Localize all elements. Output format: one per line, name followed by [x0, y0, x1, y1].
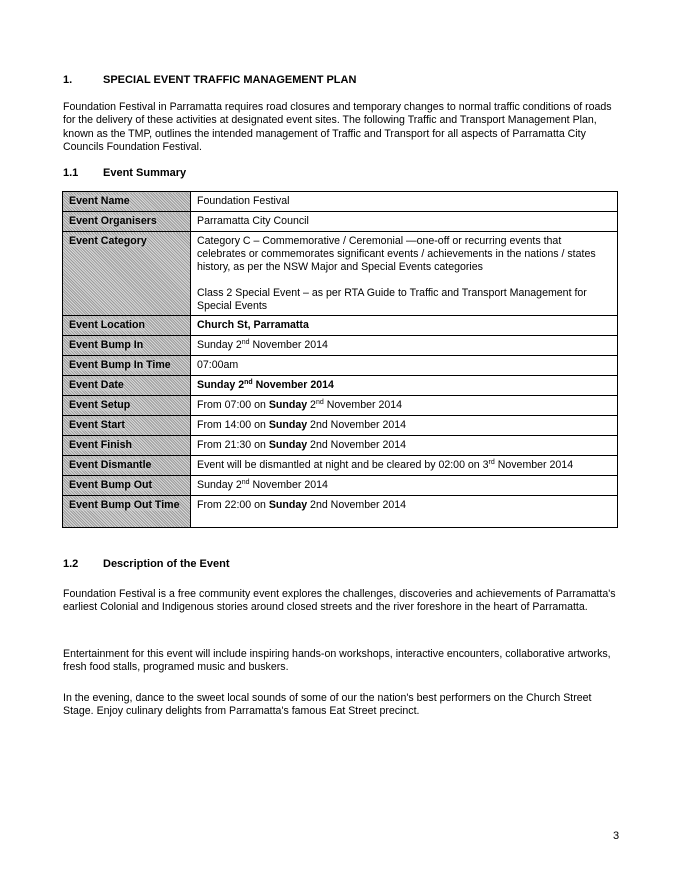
row-value: Sunday 2nd November 2014: [191, 476, 618, 496]
row-value: Sunday 2nd November 2014: [191, 336, 618, 356]
subsection-heading-1-2: [63, 558, 230, 570]
row-value: [191, 232, 618, 316]
category-text-1: Category C – Commemorative / Ceremonial —one-off or recurring events that celebrates or commemorates significant events / achievements in the nations / states history, as per the NSW Major and Special Events categories: [197, 235, 596, 273]
table-row: [63, 436, 618, 456]
description-paragraph-1: Foundation Festival is a free community event explores the challenges, discoveries and achievements of Parramatta's earliest Colonial and Indigenous stories around closed streets and the river foreshore in the heart of Parramatta.: [63, 588, 616, 614]
row-label: Event Bump In: [63, 336, 191, 356]
row-label: Event Bump In Time: [63, 356, 191, 376]
description-paragraph-2: Entertainment for this event will include inspiring hands-on workshops, interactive encounters, collaborative artworks, fresh food stalls, programed music and buskers.: [63, 648, 611, 674]
row-label: Event Category: [63, 232, 191, 316]
event-summary-table: [62, 191, 618, 528]
row-label: Event Start: [63, 416, 191, 436]
table-row: [63, 456, 618, 476]
subsection-title: Event Summary: [103, 167, 187, 179]
row-value: From 22:00 on Sunday 2nd November 2014: [191, 496, 618, 528]
row-value: Foundation Festival: [191, 192, 618, 212]
row-value: Event will be dismantled at night and be cleared by 02:00 on 3rd November 2014: [191, 456, 618, 476]
row-value: From 07:00 on Sunday 2nd November 2014: [191, 396, 618, 416]
row-value: From 14:00 on Sunday 2nd November 2014: [191, 416, 618, 436]
subsection-heading-1-1: [63, 167, 186, 179]
table-row: [63, 232, 618, 316]
category-text-2: Class 2 Special Event – as per RTA Guide to Traffic and Transport Management for Special Events: [197, 287, 587, 312]
subsection-title: Description of the Event: [103, 558, 230, 570]
row-label: Event Name: [63, 192, 191, 212]
table-row: [63, 416, 618, 436]
table-row: [63, 212, 618, 232]
table-row: [63, 376, 618, 396]
table-row: [63, 476, 618, 496]
table-row: [63, 316, 618, 336]
table-row: [63, 396, 618, 416]
section-title: SPECIAL EVENT TRAFFIC MANAGEMENT PLAN: [103, 74, 357, 86]
row-label: Event Bump Out Time: [63, 496, 191, 528]
page-number: 3: [613, 830, 620, 842]
description-paragraph-3: In the evening, dance to the sweet local sounds of some of our the nation's best performers on the Church Street Stage. Enjoy culinary delights from Parramatta's famous Eat Street precinct.: [63, 692, 592, 718]
row-label: Event Setup: [63, 396, 191, 416]
row-label: Event Organisers: [63, 212, 191, 232]
row-label: Event Date: [63, 376, 191, 396]
row-value: Church St, Parramatta: [191, 316, 618, 336]
intro-paragraph: Foundation Festival in Parramatta requires road closures and temporary changes to normal traffic conditions of roads for the delivery of these activities at designated event sites. The following Traffic and Transport Management Plan, known as the TMP, outlines the intended management of Traffic and Transport for all aspects of Parramatta City Councils Foundation Festival.: [63, 101, 612, 153]
row-value: Parramatta City Council: [191, 212, 618, 232]
table-row: [63, 336, 618, 356]
row-label: Event Location: [63, 316, 191, 336]
table-row: [63, 356, 618, 376]
row-value: Sunday 2nd November 2014: [191, 376, 618, 396]
row-value: From 21:30 on Sunday 2nd November 2014: [191, 436, 618, 456]
subsection-number: 1.2: [63, 558, 79, 570]
table-row: [63, 192, 618, 212]
subsection-number: 1.1: [63, 167, 79, 179]
row-value: 07:00am: [191, 356, 618, 376]
section-heading-1: [63, 74, 356, 86]
table-row: [63, 496, 618, 528]
row-label: Event Finish: [63, 436, 191, 456]
section-number: 1.: [63, 74, 73, 86]
row-label: Event Bump Out: [63, 476, 191, 496]
row-label: Event Dismantle: [63, 456, 191, 476]
